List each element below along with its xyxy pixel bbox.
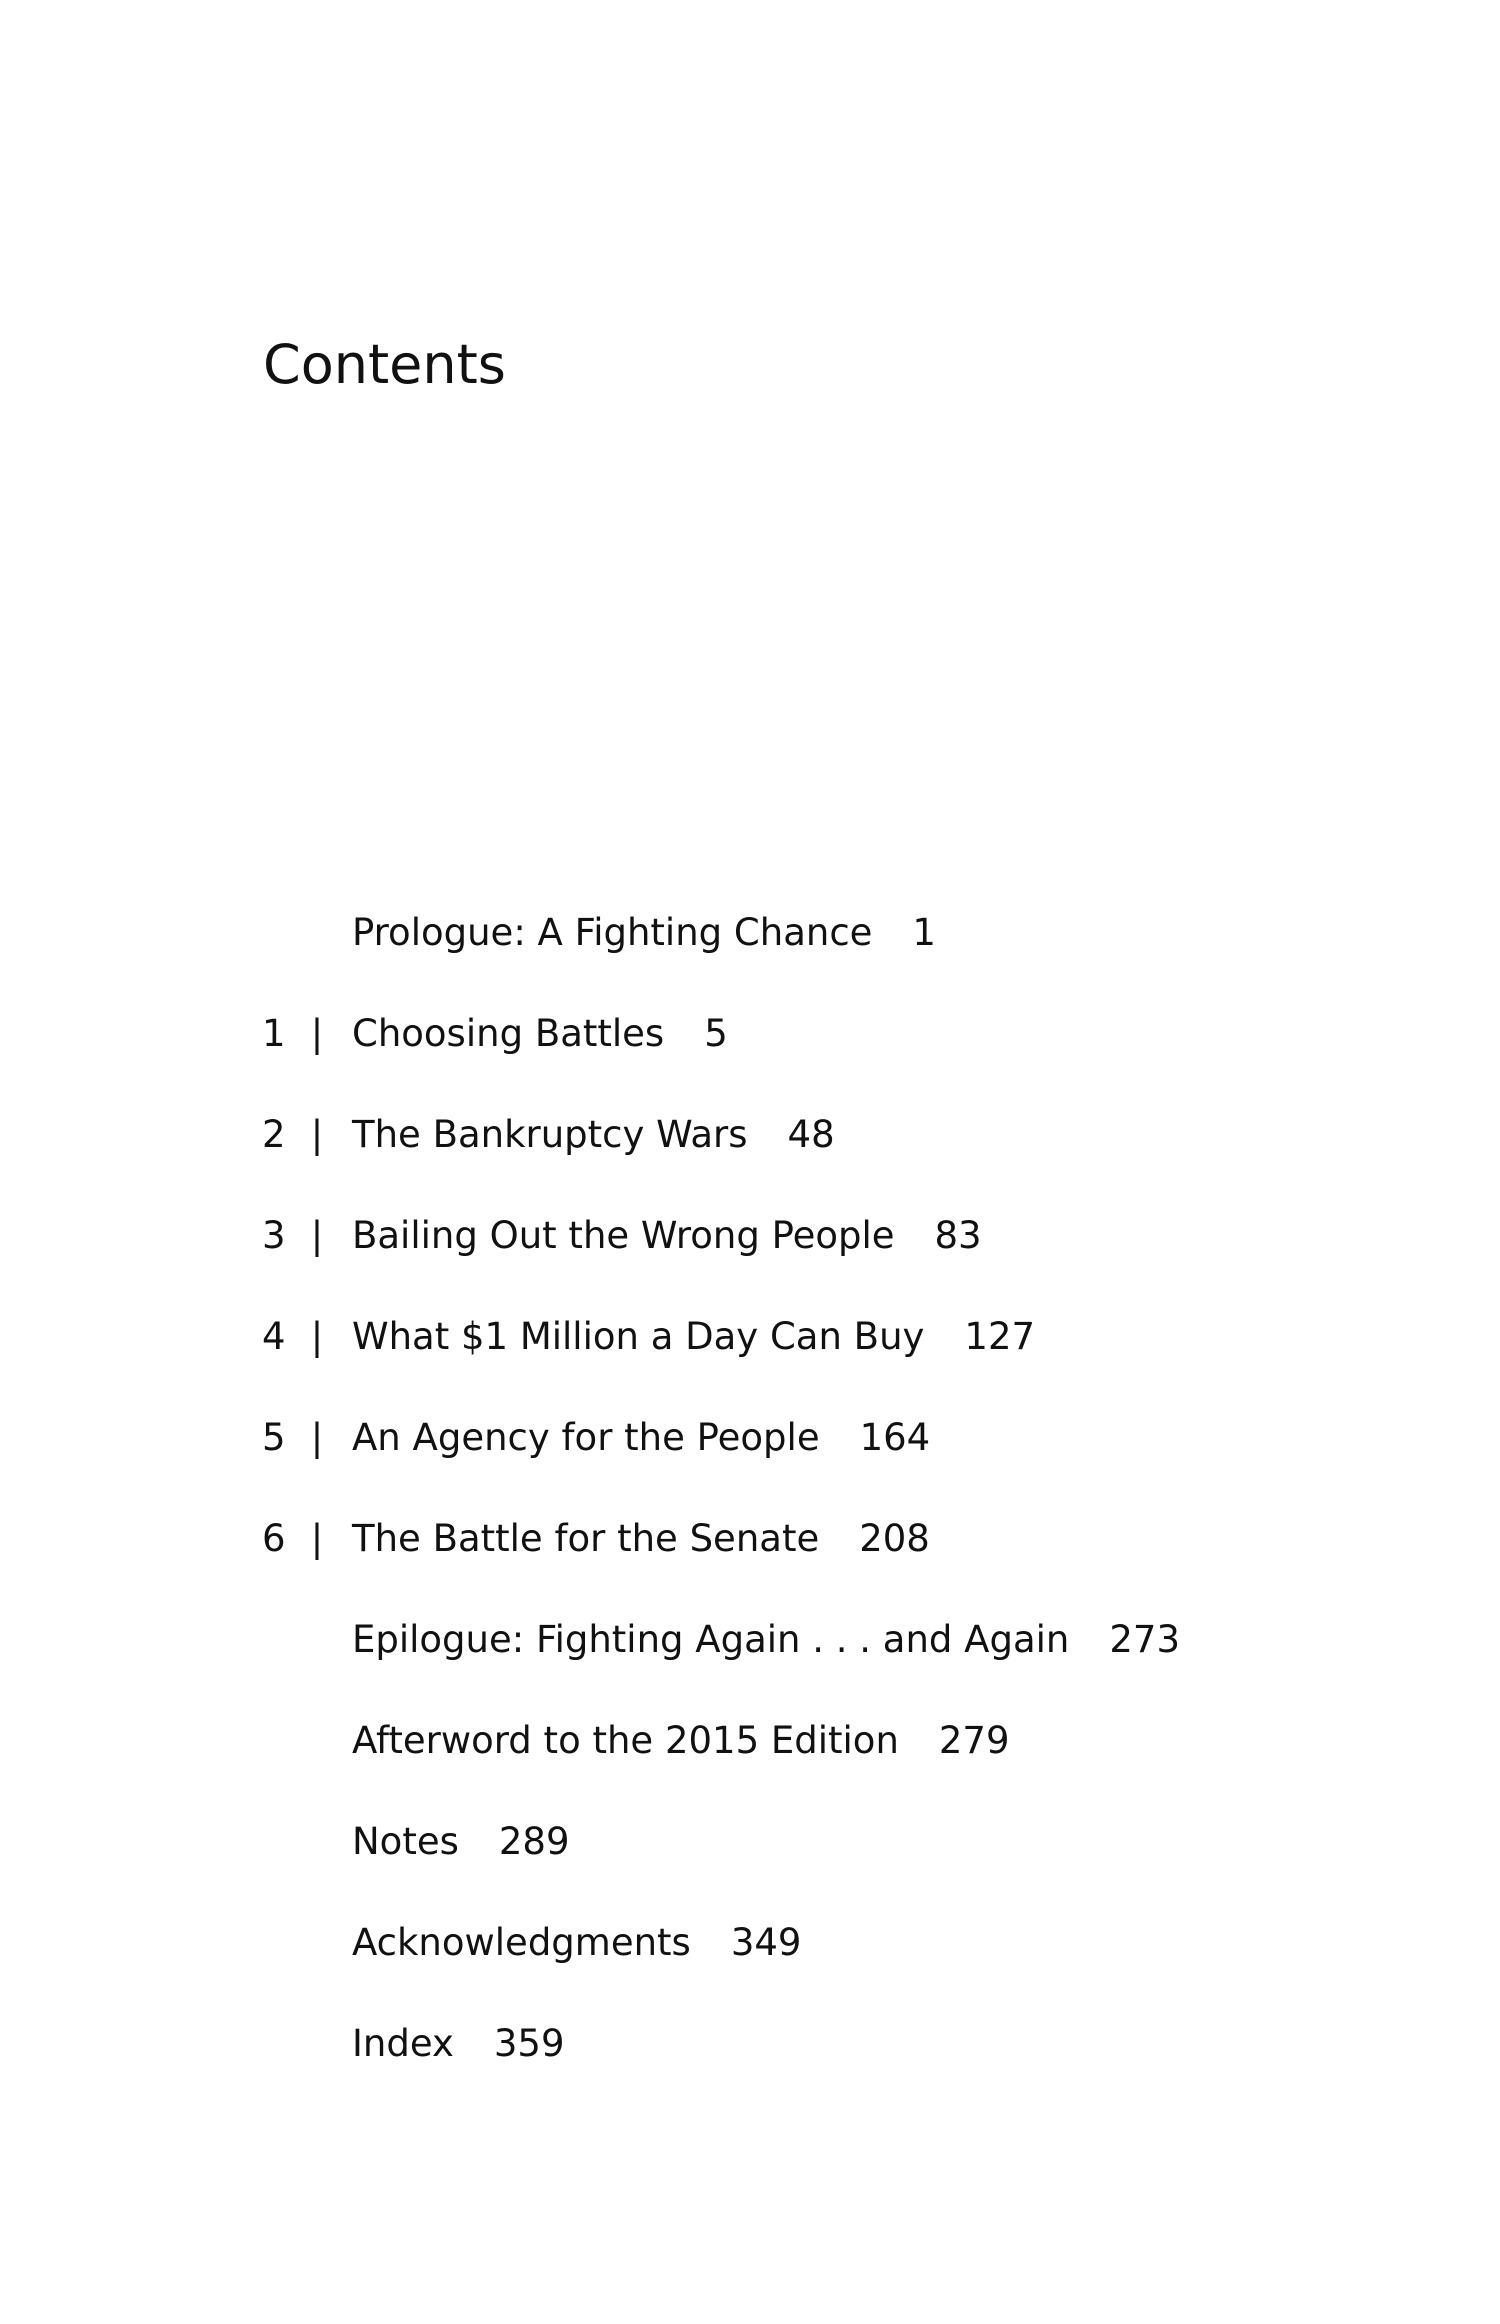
entry-title: Afterword to the 2015 Edition <box>352 1719 899 1762</box>
toc-entry-chapter-4 <box>0 1307 1500 1367</box>
chapter-separator: | <box>310 1012 324 1055</box>
chapter-separator: | <box>310 1416 324 1459</box>
toc-entry-prologue <box>0 903 1500 963</box>
toc-entry-afterword <box>0 1711 1500 1771</box>
toc-entry-chapter-6 <box>0 1509 1500 1569</box>
entry-title: The Bankruptcy Wars <box>352 1113 748 1156</box>
toc-entry-chapter-5 <box>0 1408 1500 1468</box>
chapter-number: 6 <box>262 1517 286 1560</box>
entry-page-number: 1 <box>912 911 936 954</box>
entry-page-number: 289 <box>498 1820 570 1863</box>
entry-title: Bailing Out the Wrong People <box>352 1214 895 1257</box>
entry-page-number: 349 <box>730 1921 802 1964</box>
toc-entry-text <box>352 1610 1180 1670</box>
entry-page-number: 279 <box>938 1719 1010 1762</box>
entry-title: Acknowledgments <box>352 1921 691 1964</box>
toc-entry-text <box>352 2014 564 2074</box>
entry-title: The Battle for the Senate <box>352 1517 820 1560</box>
entry-page-number: 127 <box>964 1315 1036 1358</box>
chapter-number: 2 <box>262 1113 286 1156</box>
entry-title: Prologue: A Fighting Chance <box>352 911 873 954</box>
toc-entry-text <box>352 1004 728 1064</box>
toc-entry-acknowledgments <box>0 1913 1500 1973</box>
entry-title: Choosing Battles <box>352 1012 665 1055</box>
toc-entry-notes <box>0 1812 1500 1872</box>
entry-title: Index <box>352 2022 454 2065</box>
entry-page-number: 273 <box>1109 1618 1181 1661</box>
chapter-number: 4 <box>262 1315 286 1358</box>
toc-entry-epilogue <box>0 1610 1500 1670</box>
page-title: Contents <box>263 333 506 396</box>
entry-title: Notes <box>352 1820 459 1863</box>
chapter-separator: | <box>310 1315 324 1358</box>
chapter-separator: | <box>310 1113 324 1156</box>
toc-entry-text <box>352 1711 1010 1771</box>
chapter-separator: | <box>310 1517 324 1560</box>
toc-entry-text <box>352 1812 570 1872</box>
toc-entry-text <box>352 1408 930 1468</box>
entry-page-number: 208 <box>859 1517 930 1560</box>
toc-entry-text <box>352 1307 1035 1367</box>
entry-page-number: 359 <box>493 2022 565 2065</box>
toc-entry-text <box>352 1509 930 1569</box>
toc-entry-index <box>0 2014 1500 2074</box>
toc-entry-chapter-3 <box>0 1206 1500 1266</box>
entry-title: An Agency for the People <box>352 1416 820 1459</box>
chapter-separator: | <box>310 1214 324 1257</box>
chapter-number: 1 <box>262 1012 286 1055</box>
toc-entry-text <box>352 1913 801 1973</box>
entry-page-number: 5 <box>704 1012 728 1055</box>
chapter-number: 3 <box>262 1214 286 1257</box>
chapter-number: 5 <box>262 1416 286 1459</box>
toc-entry-text <box>352 1105 835 1165</box>
toc-entry-chapter-1 <box>0 1004 1500 1064</box>
entry-page-number: 83 <box>934 1214 982 1257</box>
entry-page-number: 48 <box>787 1113 835 1156</box>
entry-title: Epilogue: Fighting Again . . . and Again <box>352 1618 1070 1661</box>
toc-entry-text <box>352 1206 982 1266</box>
entry-title: What $1 Million a Day Can Buy <box>352 1315 925 1358</box>
toc-entry-text <box>352 903 936 963</box>
entry-page-number: 164 <box>859 1416 931 1459</box>
toc-entry-chapter-2 <box>0 1105 1500 1165</box>
